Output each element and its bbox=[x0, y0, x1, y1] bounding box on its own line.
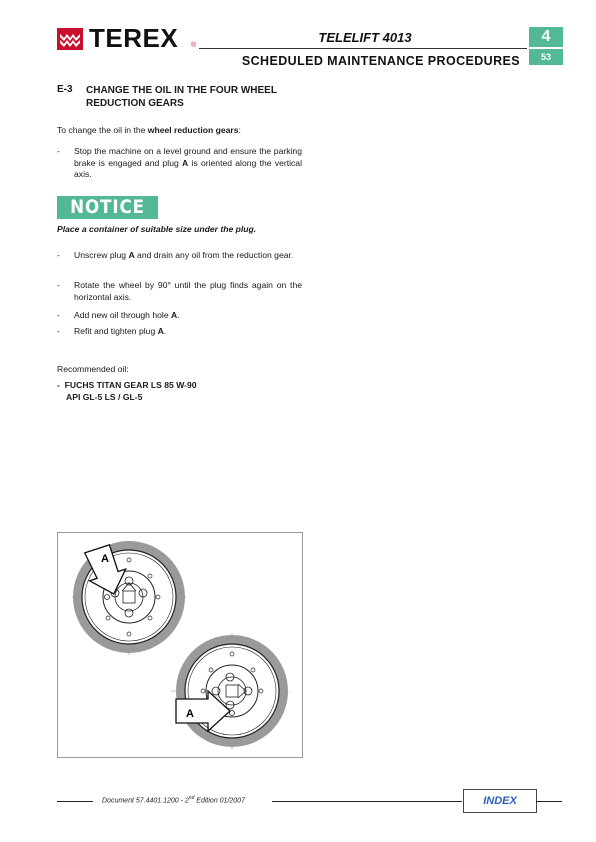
footer-divider bbox=[57, 801, 93, 802]
document-reference: Document 57.4401.1200 - 2nd Edition 01/2007 bbox=[102, 795, 245, 805]
step-post: and drain any oil from the reduction gear. bbox=[134, 250, 294, 260]
wheel-reduction-figure bbox=[57, 532, 303, 758]
section-title: SCHEDULED MAINTENANCE PROCEDURES bbox=[241, 54, 520, 68]
wheel-top bbox=[72, 541, 186, 655]
label-a-top: A bbox=[101, 553, 109, 565]
header-divider bbox=[199, 48, 527, 49]
intro-suffix: : bbox=[238, 125, 241, 135]
footer-divider bbox=[536, 801, 562, 802]
step-post: is oriented along the vertical axis. bbox=[74, 157, 302, 179]
recommended-oil-label: Recommended oil: bbox=[57, 364, 129, 374]
step-post: . bbox=[177, 310, 180, 320]
notice-label: NOTICE bbox=[70, 196, 145, 218]
step-text bbox=[74, 146, 302, 181]
step-pre: Rotate the wheel by 90° until the plug finds again on the horizontal axis. bbox=[74, 280, 302, 302]
intro-text bbox=[57, 125, 317, 137]
bullet-dash: - bbox=[57, 280, 60, 290]
step-bold: A bbox=[171, 310, 178, 320]
bullet-dash: - bbox=[57, 146, 60, 156]
terex-logo-icon bbox=[57, 28, 83, 50]
oil-line-2: API GL-5 LS / GL-5 bbox=[66, 391, 143, 402]
heading-number: E-3 bbox=[57, 84, 73, 95]
step-bold: A bbox=[128, 250, 135, 260]
section-heading: CHANGE THE OIL IN THE FOUR WHEEL REDUCTION GEARS bbox=[86, 85, 277, 109]
footer-divider bbox=[272, 801, 462, 802]
bullet-dash: - bbox=[57, 326, 60, 336]
brand-name: TEREX bbox=[89, 23, 179, 53]
step-text bbox=[74, 250, 302, 262]
step-text bbox=[74, 280, 302, 303]
registered-mark: ® bbox=[191, 42, 197, 49]
oil-line-1: - FUCHS TITAN GEAR LS 85 W-90 bbox=[57, 380, 197, 390]
step-bold: A bbox=[157, 326, 164, 336]
wheel-hub-diagram bbox=[58, 533, 302, 757]
notice-message: Place a container of suitable size under the plug. bbox=[57, 224, 257, 234]
page-number: 53 bbox=[529, 49, 563, 65]
chapter-tab: 4 bbox=[529, 27, 563, 47]
step-text bbox=[74, 326, 302, 338]
index-button[interactable]: INDEX bbox=[463, 789, 537, 813]
bullet-dash: - bbox=[57, 250, 60, 260]
bullet-dash: - bbox=[57, 310, 60, 320]
wheel-bottom bbox=[171, 633, 290, 749]
step-pre: Stop the machine on a level ground and ensure the parking brake is engaged and plug bbox=[74, 146, 302, 168]
intro-prefix: To change the oil in the bbox=[57, 125, 148, 135]
step-bold: A bbox=[182, 157, 189, 168]
step-pre: Refit and tighten plug bbox=[74, 326, 158, 336]
label-a-bottom: A bbox=[186, 708, 194, 720]
step-text bbox=[74, 310, 302, 322]
plug-a-top bbox=[105, 595, 110, 600]
step-pre: Unscrew plug bbox=[74, 250, 129, 260]
intro-bold: wheel reduction gears bbox=[147, 125, 239, 135]
model-title: TELELIFT 4013 bbox=[318, 30, 412, 45]
recommended-oil-spec bbox=[57, 380, 197, 403]
step-post: . bbox=[163, 326, 167, 336]
step-pre: Add new oil through hole bbox=[74, 310, 171, 320]
